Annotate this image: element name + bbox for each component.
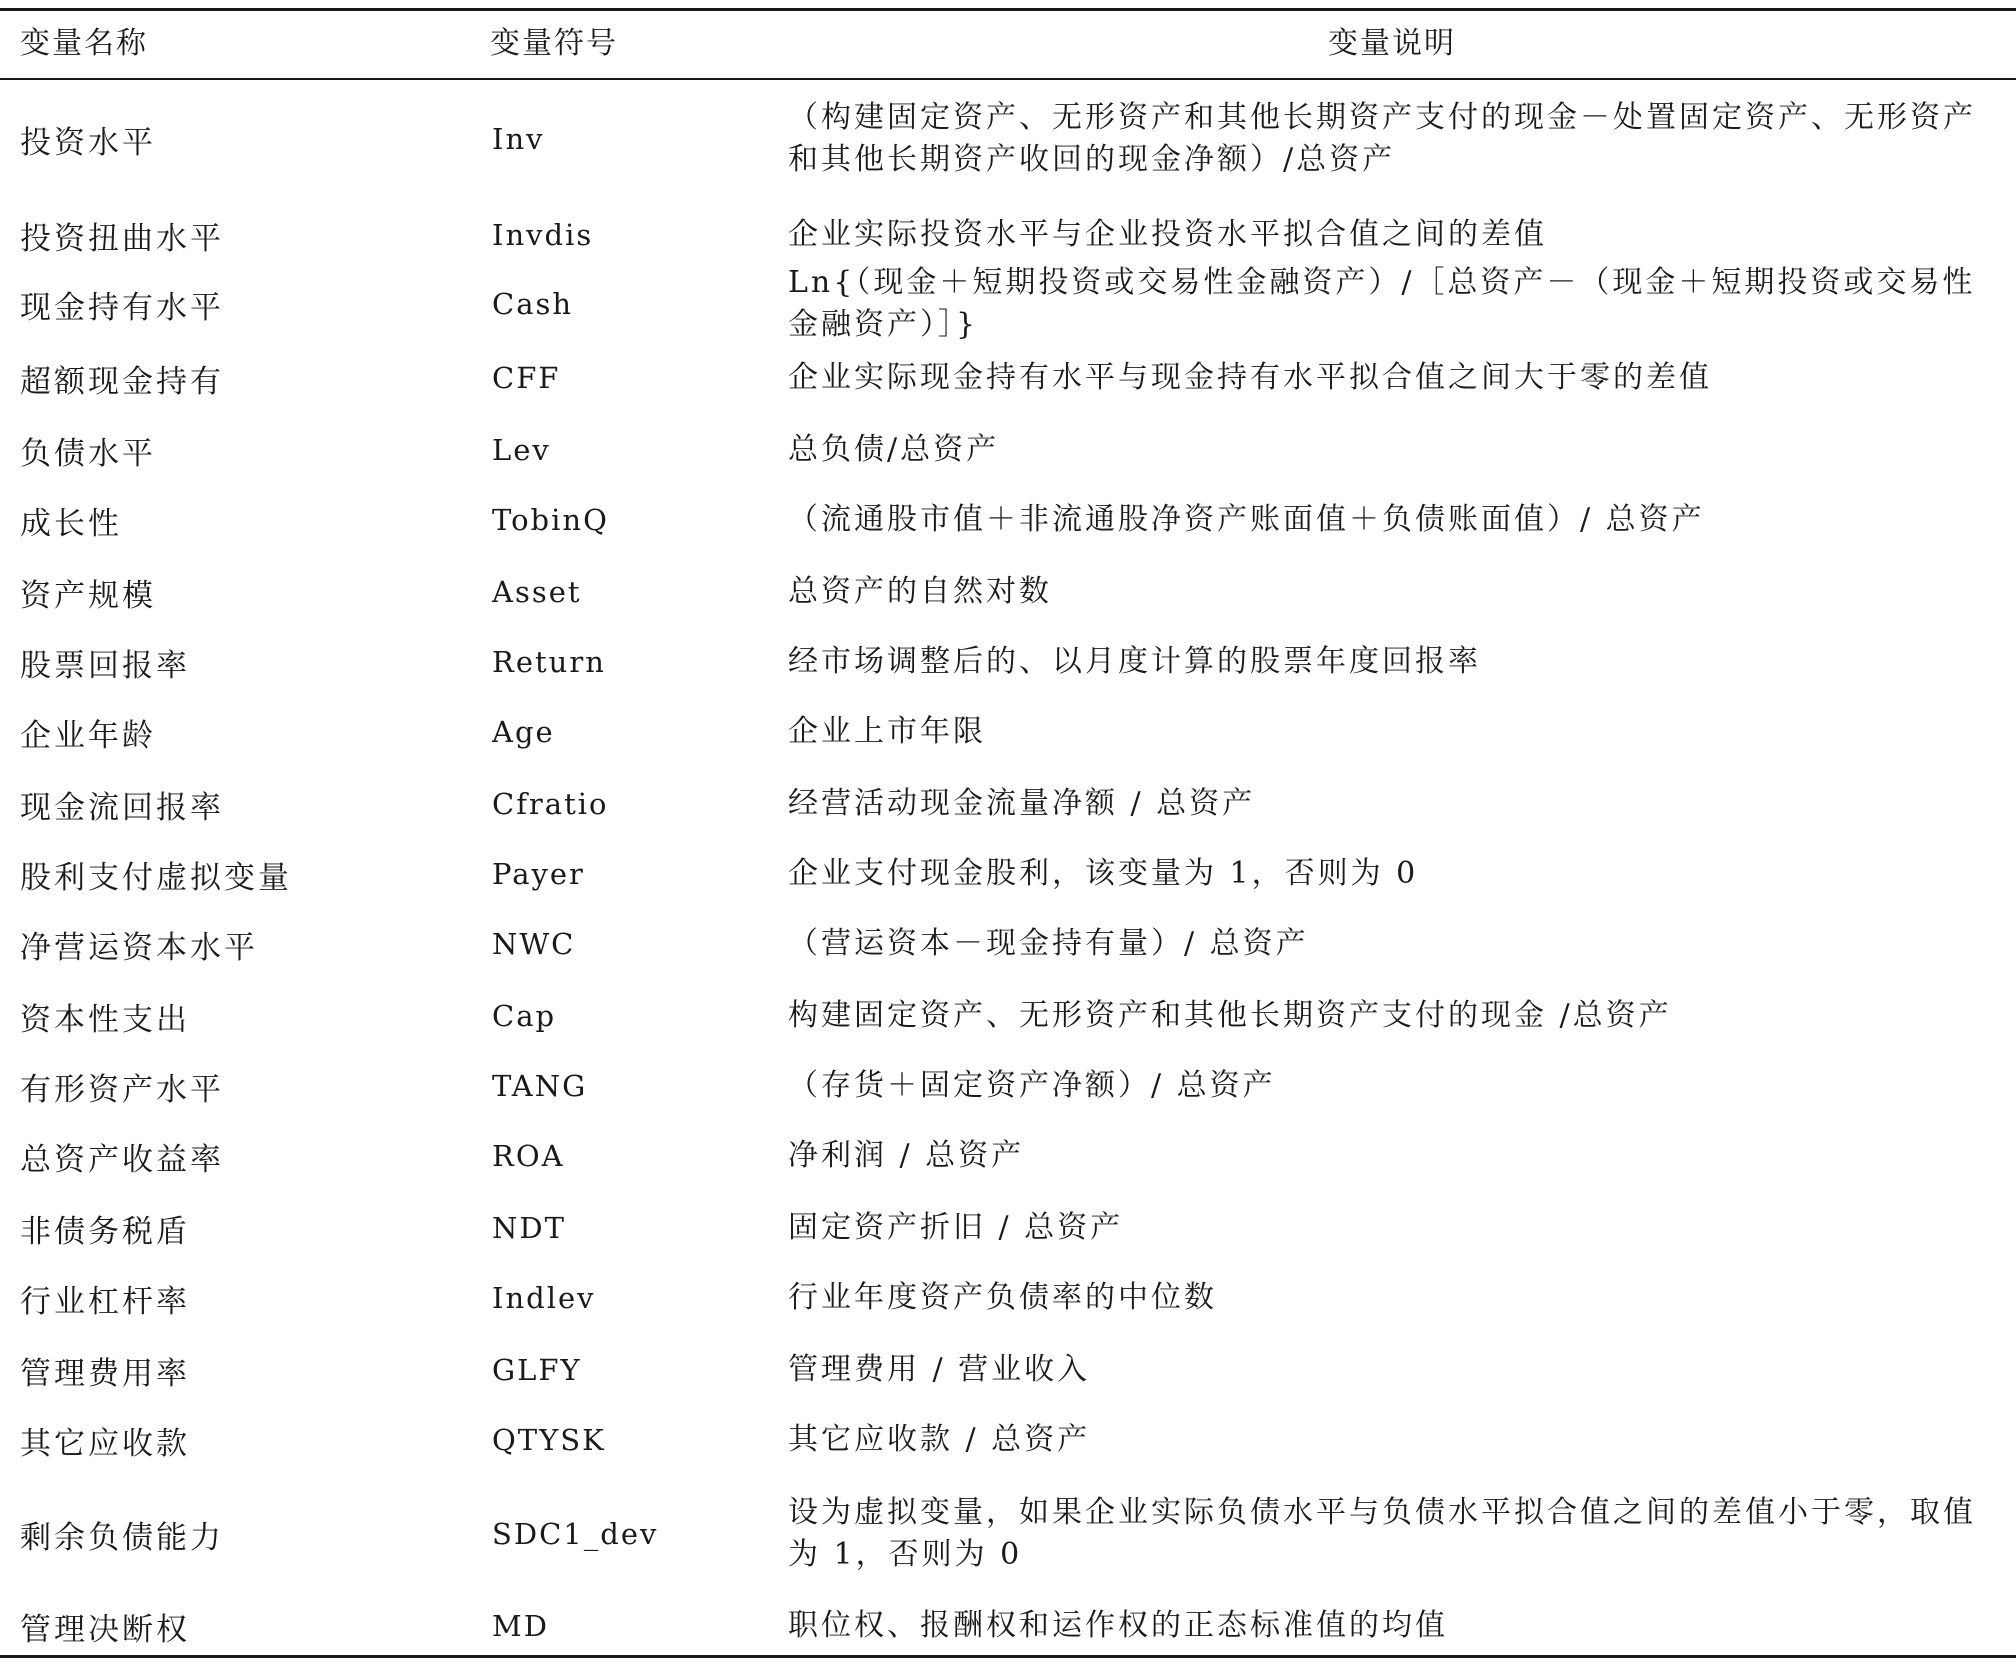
variable-symbol: MD xyxy=(492,1609,549,1643)
variable-name: 总资产收益率 xyxy=(20,1141,224,1178)
variable-symbol: Cap xyxy=(492,999,557,1033)
variable-symbol: Lev xyxy=(492,433,551,467)
variable-name: 企业年龄 xyxy=(20,717,156,754)
variable-name: 股利支付虚拟变量 xyxy=(20,859,292,896)
variable-description: 总负债/总资产 xyxy=(788,432,1000,467)
variable-name: 有形资产水平 xyxy=(20,1071,224,1108)
variable-symbol: Payer xyxy=(492,857,585,891)
variable-description: 其它应收款 / 总资产 xyxy=(788,1422,1091,1457)
table-row xyxy=(0,494,2016,546)
table-bottom-rule xyxy=(0,1655,2016,1658)
variable-name: 资产规模 xyxy=(20,577,156,614)
header-variable-name: 变量名称 xyxy=(20,26,148,61)
table-row xyxy=(0,1130,2016,1182)
variable-symbol: TobinQ xyxy=(492,503,609,537)
table-header xyxy=(0,12,2016,76)
variable-description: 企业实际现金持有水平与现金持有水平拟合值之间大于零的差值 xyxy=(788,360,1712,395)
variable-name: 负债水平 xyxy=(20,435,156,472)
variable-name: 净营运资本水平 xyxy=(20,929,258,966)
table-row xyxy=(0,1202,2016,1254)
table-row xyxy=(0,636,2016,688)
variable-description: 固定资产折旧 / 总资产 xyxy=(788,1210,1124,1245)
variable-symbol: Return xyxy=(492,645,606,679)
table-row xyxy=(0,90,2016,188)
variable-name: 资本性支出 xyxy=(20,1001,190,1038)
variable-name: 现金流回报率 xyxy=(20,789,224,826)
variable-symbol: Inv xyxy=(492,122,545,156)
variable-symbol: Asset xyxy=(492,575,582,609)
table-row xyxy=(0,352,2016,404)
variable-symbol: Cash xyxy=(492,287,574,321)
table-row xyxy=(0,566,2016,618)
variable-symbol: SDC1_dev xyxy=(492,1517,659,1551)
table-row xyxy=(0,1414,2016,1466)
table-row xyxy=(0,1272,2016,1324)
table-top-rule xyxy=(0,8,2016,11)
table-row xyxy=(0,918,2016,970)
variable-symbol: CFF xyxy=(492,361,561,395)
variable-name: 管理决断权 xyxy=(20,1611,190,1648)
variable-name: 超额现金持有 xyxy=(20,363,224,400)
variable-description: （存货＋固定资产净额）/ 总资产 xyxy=(788,1068,1276,1103)
variable-description: 企业实际投资水平与企业投资水平拟合值之间的差值 xyxy=(788,217,1547,252)
variable-description: 经市场调整后的、以月度计算的股票年度回报率 xyxy=(788,644,1481,679)
table-header-rule xyxy=(0,78,2016,80)
variable-description: 职位权、报酬权和运作权的正态标准值的均值 xyxy=(788,1608,1448,1643)
table-row xyxy=(0,424,2016,476)
table-row xyxy=(0,1060,2016,1112)
table-row xyxy=(0,1344,2016,1396)
variable-description: 净利润 / 总资产 xyxy=(788,1138,1025,1173)
header-variable-symbol: 变量符号 xyxy=(490,26,618,61)
variable-description: 企业上市年限 xyxy=(788,714,986,749)
variable-name: 投资扭曲水平 xyxy=(20,220,224,257)
variable-symbol: NWC xyxy=(492,927,576,961)
table-row xyxy=(0,706,2016,758)
variable-symbol: Cfratio xyxy=(492,787,609,821)
variable-symbol: TANG xyxy=(492,1069,588,1103)
table-row xyxy=(0,212,2016,258)
variable-name: 成长性 xyxy=(20,505,122,542)
variable-name: 现金持有水平 xyxy=(20,289,224,326)
variable-description: 管理费用 / 营业收入 xyxy=(788,1352,1091,1387)
variable-name: 投资水平 xyxy=(20,124,156,161)
variable-name: 其它应收款 xyxy=(20,1425,190,1462)
variable-symbol: GLFY xyxy=(492,1353,582,1387)
variable-name: 剩余负债能力 xyxy=(20,1519,224,1556)
variable-description: （流通股市值＋非流通股净资产账面值＋负债账面值）/ 总资产 xyxy=(788,502,1705,537)
variable-name: 管理费用率 xyxy=(20,1355,190,1392)
variable-description: （营运资本－现金持有量）/ 总资产 xyxy=(788,926,1309,961)
variable-description: 设为虚拟变量，如果企业实际负债水平与负债水平拟合值之间的差值小于零，取值为 1，否则为 0 xyxy=(788,1495,1976,1572)
variable-description: 行业年度资产负债率的中位数 xyxy=(788,1280,1217,1315)
variable-name: 股票回报率 xyxy=(20,647,190,684)
variable-description: 总资产的自然对数 xyxy=(788,574,1052,609)
table-row xyxy=(0,778,2016,830)
variable-symbol: Invdis xyxy=(492,218,594,252)
table-row xyxy=(0,848,2016,900)
table-row xyxy=(0,990,2016,1042)
variable-description: 企业支付现金股利，该变量为 1，否则为 0 xyxy=(788,856,1419,891)
variable-symbol: ROA xyxy=(492,1139,565,1173)
variable-description: Ln{（现金＋短期投资或交易性金融资产）/［总资产－（现金＋短期投资或交易性金融资产）］} xyxy=(788,265,1976,342)
variable-name: 非债务税盾 xyxy=(20,1213,190,1250)
table-row xyxy=(0,258,2016,350)
variable-symbol: QTYSK xyxy=(492,1423,606,1457)
variable-symbol: Age xyxy=(492,715,555,749)
variable-description: 构建固定资产、无形资产和其他长期资产支付的现金 /总资产 xyxy=(788,998,1672,1033)
variable-description: （构建固定资产、无形资产和其他长期资产支付的现金－处置固定资产、无形资产和其他长期资产收回的现金净额）/总资产 xyxy=(788,100,1976,177)
variable-symbol: NDT xyxy=(492,1211,566,1245)
header-variable-description: 变量说明 xyxy=(1328,26,1456,61)
table-row xyxy=(0,1600,2016,1652)
variable-name: 行业杠杆率 xyxy=(20,1283,190,1320)
variable-symbol: Indlev xyxy=(492,1281,596,1315)
variable-description: 经营活动现金流量净额 / 总资产 xyxy=(788,786,1256,821)
table-row xyxy=(0,1486,2016,1582)
